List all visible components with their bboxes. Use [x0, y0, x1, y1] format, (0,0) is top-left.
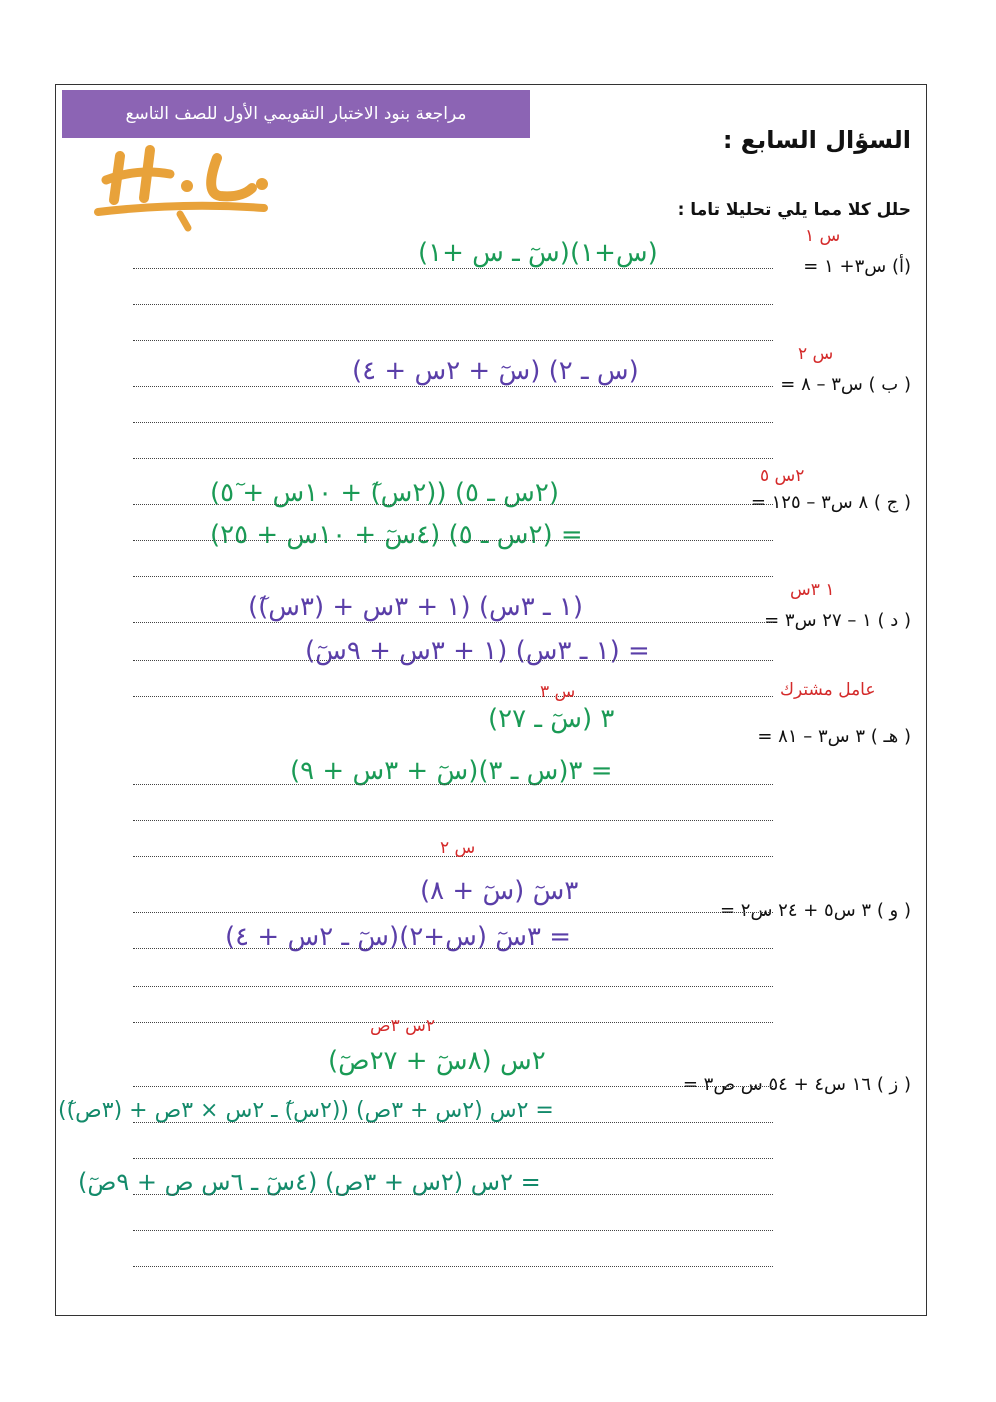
answer-line — [133, 340, 773, 341]
answer-line — [133, 660, 773, 661]
answer-line — [133, 1122, 773, 1123]
answer-line — [133, 268, 773, 269]
problem-g-label: ( ز ) ١٦ س٤ + ٥٤ س ص٣ = — [682, 1074, 911, 1095]
answer-line — [133, 458, 773, 459]
problem-b-work-1: (س ـ ٢) (سٓ + ٢س + ٤) — [352, 356, 639, 386]
problem-f-hint: س ٢ — [440, 838, 476, 858]
answer-line — [133, 696, 773, 697]
header-banner — [62, 90, 530, 138]
answer-line — [133, 576, 773, 577]
banner-text: مراجعة بنود الاختبار التقويمي الأول للصف التاسع — [125, 104, 467, 124]
problem-b-label: ( ب ) س٣ – ٨ = — [780, 374, 911, 395]
problem-d-label: ( د ) ١ – ٢٧ س٣ = — [764, 610, 911, 631]
problem-g-work-2: = ٢س (٢س + ٣ص) ((٢س)ٓ ـ ٢س × ٣ص + (٣ص)ٓ) — [58, 1098, 554, 1123]
problem-c-hint: ٢س ٥ — [760, 466, 805, 486]
answer-line — [133, 1022, 773, 1023]
answer-line — [133, 912, 773, 913]
problem-d-work-1: (١ ـ ٣س) (١ + ٣س + (٣س)ٓ) — [248, 592, 584, 622]
problem-g-hint: ٢س ٣ص — [370, 1016, 435, 1036]
answer-line — [133, 820, 773, 821]
answer-line — [133, 422, 773, 423]
problem-a-hint: س ١ — [805, 226, 841, 246]
question-title: السؤال السابع : — [722, 126, 911, 154]
question-instruction: حلل كلا مما يلي تحليلا تاما : — [677, 200, 911, 220]
problem-a-label: (أ) س٣+ ١ = — [803, 256, 911, 277]
answer-line — [133, 1230, 773, 1231]
problem-g-work-3: = ٢س (٢س + ٣ص) (٤سٓ ـ ٦س ص + ٩صٓ) — [78, 1168, 541, 1196]
answer-line — [133, 784, 773, 785]
answer-line — [133, 1266, 773, 1267]
problem-c-work-2: = (٢س ـ ٥) (٤سٓ + ١٠س + ٢٥) — [210, 520, 583, 550]
problem-e-work-2: = ٣(س ـ ٣)(سٓ + ٣س + ٩) — [290, 756, 613, 786]
answer-line — [133, 304, 773, 305]
problem-e-hint: س ٣ — [540, 682, 576, 702]
problem-e-work-1: ٣ (سٓ ـ ٢٧) — [488, 704, 615, 734]
answer-line — [133, 1086, 773, 1087]
problem-f-label: ( و ) ٣ س٥ + ٢٤ س٢ = — [719, 900, 911, 921]
problem-c-work-1: (٢س ـ ٥) ((٢س)ٓ + ١٠س + ٥ٓ) — [210, 478, 559, 508]
problem-e-note: عامل مشترك — [780, 680, 876, 700]
problem-c-label: ( ج ) ٨ س٣ – ١٢٥ = — [750, 492, 911, 513]
problem-f-work-2: = ٣سٓ (س+٢)(سٓ ـ ٢س + ٤) — [225, 922, 571, 952]
problem-d-hint: ١ ٣س — [790, 580, 835, 600]
answer-line — [133, 986, 773, 987]
answer-line — [133, 386, 773, 387]
answer-line — [133, 1158, 773, 1159]
answer-line — [133, 622, 773, 623]
problem-b-hint: س ٢ — [798, 344, 834, 364]
problem-g-work-1: ٢س (٨سٓ + ٢٧صٓ) — [328, 1046, 546, 1076]
answer-line — [133, 540, 773, 541]
problem-d-work-2: = (١ ـ ٣س) (١ + ٣س + ٩سٓ) — [305, 636, 650, 666]
answer-line — [133, 1194, 773, 1195]
problem-a-work-1: (س+١)(سٓ ـ س +١) — [418, 238, 658, 268]
answer-line — [133, 504, 773, 505]
problem-f-work-1: ٣سٓ (سٓ + ٨) — [420, 876, 579, 906]
answer-line — [133, 948, 773, 949]
problem-e-label: ( هـ ) ٣ س٣ – ٨١ = — [757, 726, 911, 747]
logo-handwritten — [92, 138, 272, 233]
